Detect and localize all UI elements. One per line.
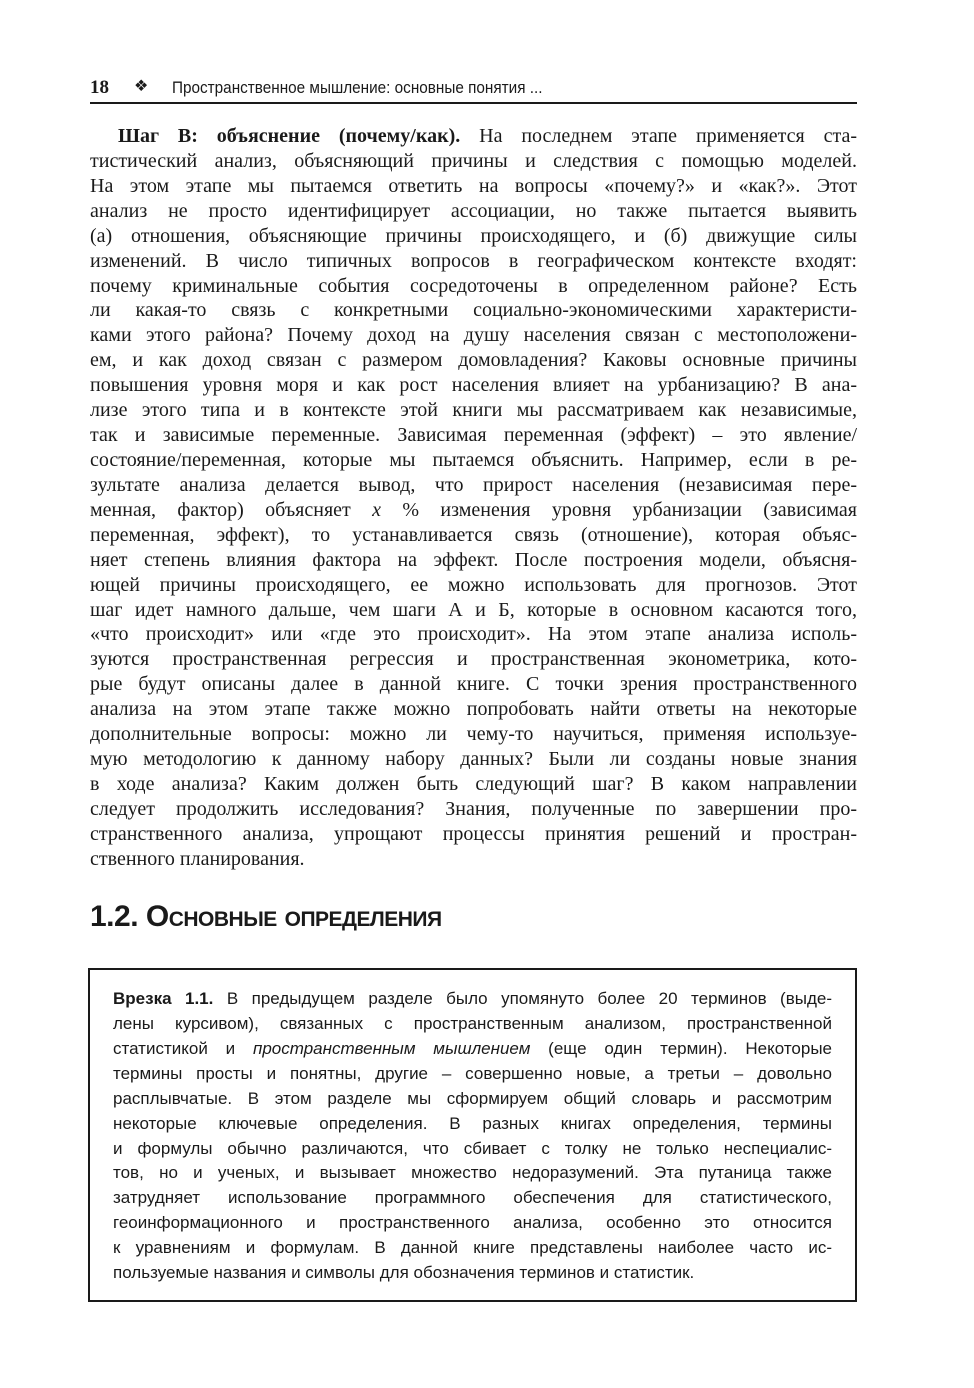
text-line: затрудняет использование программного обеспечения для статистического, [113,1188,832,1208]
ornament-icon: ❖ [134,78,149,95]
text-line: расплывчатые. В этом разделе мы сформируем общий словарь и рассмотрим [113,1088,832,1108]
text-line: (а) отношения, объясняющие причины происходящего, и (б) движущие силы [90,224,857,247]
text-line: изменений. В число типичных вопросов в географическом контексте входят: [90,249,857,272]
text-line: в ходе анализа? Каким должен быть следующий шаг? В каком направлении [90,772,857,795]
text-line: так и зависимые переменные. Зависимая переменная (эффект) – это явление/ [90,424,857,447]
text-line: зультате анализа делается вывод, что прирост населения (независимая пере- [90,473,857,496]
text-line: странственного анализа, упрощают процессы принятия решений и простран- [90,822,857,845]
text-line: няет степень влияния фактора на эффект. После построения модели, объясня- [90,548,857,571]
text-line: менная, фактор) объясняет x % изменения уровня урбанизации (зависимая [90,498,857,521]
text-line: следует продолжить исследования? Знания, полученные по завершении про- [90,797,857,820]
sidebar-box-text [113,987,832,1286]
text-line: дополнительные вопросы: можно ли чему-то научиться, применяя используе- [90,723,857,746]
text-line: зуются пространственная регрессия и пространственная эконометрика, кото- [90,648,857,671]
body-paragraph [90,124,857,872]
text-line: геоинформационного и пространственного анализа, особенно это относится [113,1213,832,1233]
lead-bold: Шаг В: объяснение (почему/как). [118,125,461,147]
text-line: На этом этапе мы пытаемся ответить на вопросы «почему?» и «как?». Этот [90,174,857,197]
text-line: статистикой и пространственным мышлением (еще один термин). Некоторые [113,1038,833,1058]
sidebar-box [88,968,857,1302]
running-header [90,76,857,104]
text-line: ственного планирования. [90,847,305,870]
lead-bold: Врезка 1.1. [113,989,214,1008]
text-line: и формулы обычно различаются, что сбивает с толку не только неспециалис- [113,1138,832,1158]
text-line: Врезка 1.1. В предыдущем разделе было упомянуто более 20 терминов (выде- [113,989,833,1008]
text-line: лизе этого типа и в контексте этой книги мы рассматриваем как независимые, [90,399,857,422]
text-line: тов, но и ученых, и вызывает множество недоразумений. Эта путаница также [113,1163,832,1183]
text-line: некоторые ключевые определения. В разных книгах определения, термины [113,1113,832,1133]
text-line: ли какая-то связь с конкретными социально-экономическими характеристи- [90,299,857,322]
text-line: Шаг В: объяснение (почему/как). На последнем этапе применяется ста- [118,125,857,147]
text-line: тистический анализ, объясняющий причины и следствия с помощью моделей. [90,149,857,172]
text-line: к уравнениям и формулам. В данной книге представлены наиболее часто ис- [113,1238,832,1258]
page-number: 18 [90,77,109,98]
text-line: ющей причины происходящего, ее можно использовать для прогнозов. Этот [90,573,857,596]
text-line: шаг идет намного дальше, чем шаги А и Б, которые в основном касаются того, [90,598,857,621]
text-line: рые будут описаны далее в данной книге. С точки зрения пространственного [90,673,857,696]
text-line: состояние/переменная, которые мы пытаемся объяснить. Например, если в ре- [90,448,857,471]
text-line: мую методологию к данному набору данных? Были ли созданы новые знания [90,748,857,771]
text-line: анализа на этом этапе также можно попробовать найти ответы на некоторые [90,698,857,721]
text-line: «что происходит» или «где это происходит». На этом этапе анализа исполь- [90,623,857,646]
section-heading: 1.2. Основные определения [90,900,442,933]
text-line: лены курсивом), связанных с пространственным анализом, пространственной [113,1013,832,1033]
text-line: повышения уровня моря и как рост населения влияет на урбанизацию? В ана- [90,374,857,397]
text-line: ками этого района? Почему доход на душу населения связан с местоположени- [90,324,857,347]
text-line: термины просты и понятны, другие – совершенно новые, а третьи – довольно [113,1063,832,1083]
text-line: анализ не просто идентифицирует ассоциации, но также пытается выявить [90,199,857,222]
text-line: переменная, эффект), то устанавливается связь (отношение), которая объяс- [90,523,857,546]
text-line: почему криминальные события сосредоточены в определенном районе? Есть [90,274,857,297]
text-line: ем, и как доход связан с размером домовладения? Каковы основные причины [90,349,857,372]
running-title: Пространственное мышление: основные понятия ... [172,78,543,97]
text-line: пользуемые названия и символы для обозначения терминов и статистик. [113,1263,695,1283]
